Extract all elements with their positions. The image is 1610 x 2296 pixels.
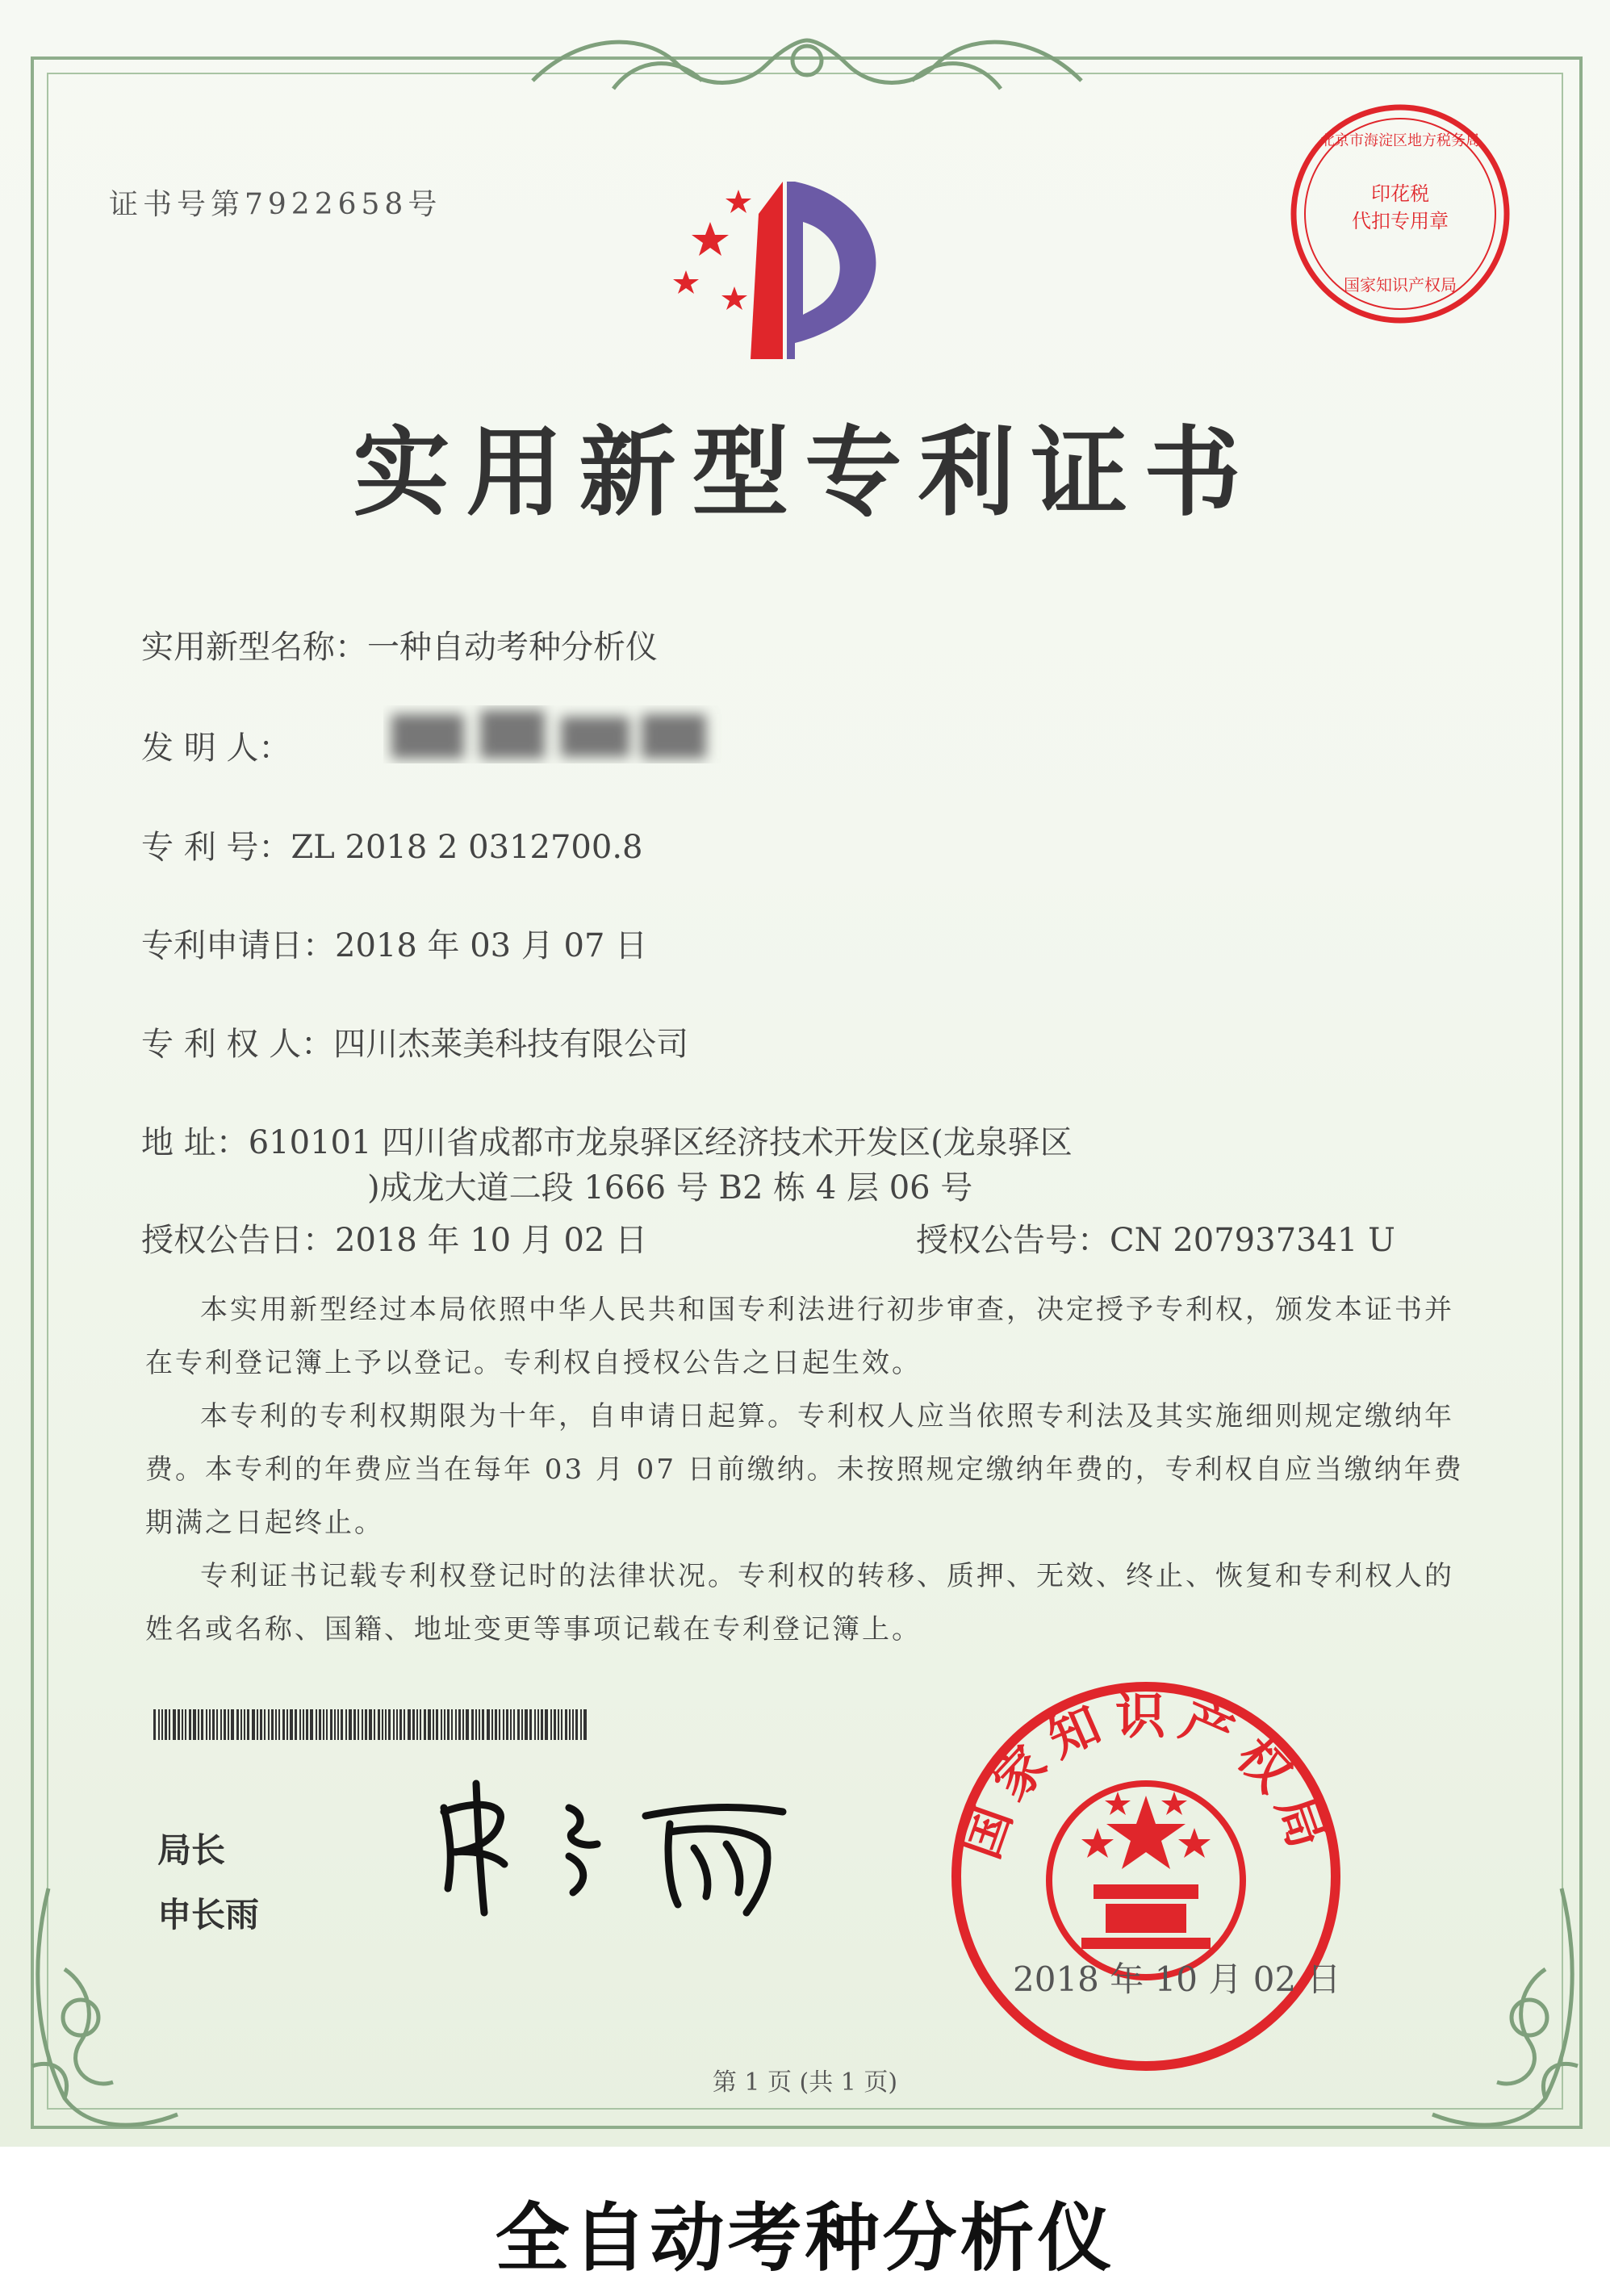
barcode-bar bbox=[220, 1709, 222, 1740]
barcode-bar bbox=[510, 1709, 512, 1740]
barcode-bar bbox=[278, 1709, 280, 1740]
barcode-bar bbox=[323, 1709, 324, 1740]
barcode-bar bbox=[334, 1709, 336, 1740]
svg-text:国家知识产权局: 国家知识产权局 bbox=[1344, 275, 1457, 295]
grant-number-row bbox=[916, 1215, 1395, 1261]
seal-text: 国家知识产权局 bbox=[951, 1686, 1341, 1866]
barcode-bar bbox=[428, 1709, 431, 1740]
barcode-icon bbox=[153, 1709, 589, 1740]
grant-date-label: 授权公告日： bbox=[141, 1222, 335, 1259]
barcode-bar bbox=[482, 1709, 484, 1740]
barcode-bar bbox=[345, 1709, 347, 1740]
barcode-bar bbox=[224, 1709, 226, 1740]
barcode-bar bbox=[495, 1709, 497, 1740]
official-seal-stamp-icon bbox=[944, 1675, 1348, 2078]
barcode-bar bbox=[316, 1709, 317, 1740]
barcode-bar bbox=[558, 1709, 559, 1740]
barcode-bar bbox=[399, 1709, 402, 1740]
barcode-bar bbox=[537, 1709, 539, 1740]
utility-model-name-row bbox=[141, 621, 658, 667]
barcode-bar bbox=[506, 1709, 508, 1740]
cnipa-logo-icon bbox=[662, 165, 920, 367]
barcode-bar bbox=[257, 1709, 258, 1740]
barcode-bar bbox=[326, 1709, 328, 1740]
barcode-bar bbox=[189, 1709, 191, 1740]
page-number: 第 1 页 (共 1 页) bbox=[712, 2068, 898, 2097]
barcode-bar bbox=[231, 1709, 234, 1740]
filing-date-row bbox=[141, 920, 647, 966]
grant-date-value: 2018 年 10 月 02 日 bbox=[335, 1222, 648, 1259]
director-title: 局长 bbox=[157, 1830, 226, 1870]
body-paragraph-3: 专利证书记载专利权登记时的法律状况。专利权的转移、质押、无效、终止、恢复和专利权人的姓名或名称、国籍、地址变更等事项记载在专利登记簿上。 bbox=[145, 1560, 1454, 1646]
barcode-bar bbox=[447, 1709, 450, 1740]
barcode-bar bbox=[565, 1709, 567, 1740]
barcode-bar bbox=[260, 1709, 262, 1740]
body-paragraph-1: 本实用新型经过本局依照中华人民共和国专利法进行初步审查，决定授予专利权，颁发本证书并在专利登记簿上予以登记。专利权自授权公告之日起生效。 bbox=[145, 1294, 1454, 1379]
barcode-bar bbox=[441, 1709, 442, 1740]
barcode-bar bbox=[282, 1709, 285, 1740]
utility-model-name-value: 一种自动考种分析仪 bbox=[367, 629, 658, 666]
barcode-bar bbox=[173, 1709, 176, 1740]
barcode-bar bbox=[310, 1709, 313, 1740]
barcode-bar bbox=[158, 1709, 160, 1740]
barcode-bar bbox=[404, 1709, 405, 1740]
barcode-bar bbox=[362, 1709, 363, 1740]
barcode-bar bbox=[412, 1709, 415, 1740]
barcode-bar bbox=[341, 1709, 343, 1740]
grant-number-label: 授权公告号： bbox=[916, 1222, 1110, 1259]
barcode-bar bbox=[178, 1709, 180, 1740]
barcode-bar bbox=[374, 1709, 375, 1740]
barcode-bar bbox=[182, 1709, 183, 1740]
barcode-bar bbox=[479, 1709, 480, 1740]
barcode-bar bbox=[290, 1709, 293, 1740]
barcode-bar bbox=[161, 1709, 163, 1740]
barcode-bar bbox=[554, 1709, 556, 1740]
svg-text:印花税: 印花税 bbox=[1371, 182, 1429, 205]
barcode-bar bbox=[416, 1709, 418, 1740]
barcode-bar bbox=[513, 1709, 515, 1740]
barcode-bar bbox=[153, 1709, 156, 1740]
barcode-bar bbox=[319, 1709, 321, 1740]
barcode-bar bbox=[247, 1709, 249, 1740]
barcode-bar bbox=[396, 1709, 398, 1740]
barcode-bar bbox=[353, 1709, 356, 1740]
barcode-bar bbox=[491, 1709, 493, 1740]
barcode-bar bbox=[378, 1709, 380, 1740]
filing-date-label: 专利申请日： bbox=[141, 927, 335, 964]
barcode-bar bbox=[529, 1709, 532, 1740]
barcode-bar bbox=[185, 1709, 186, 1740]
barcode-bar bbox=[393, 1709, 395, 1740]
grant-date-row bbox=[141, 1215, 647, 1261]
barcode-bar bbox=[306, 1709, 308, 1740]
barcode-bar bbox=[420, 1709, 421, 1740]
barcode-bar bbox=[252, 1709, 255, 1740]
svg-text:北京市海淀区地方税务局: 北京市海淀区地方税务局 bbox=[1320, 132, 1480, 149]
barcode-bar bbox=[475, 1709, 477, 1740]
barcode-bar bbox=[487, 1709, 490, 1740]
barcode-bar bbox=[201, 1709, 203, 1740]
patent-number-value: ZL 2018 2 0312700.8 bbox=[291, 829, 643, 866]
barcode-bar bbox=[212, 1709, 215, 1740]
grant-number-value: CN 207937341 U bbox=[1110, 1222, 1395, 1259]
barcode-bar bbox=[545, 1709, 548, 1740]
barcode-bar bbox=[471, 1709, 474, 1740]
barcode-bar bbox=[503, 1709, 504, 1740]
barcode-bar bbox=[303, 1709, 304, 1740]
patentee-label: 专 利 权 人： bbox=[141, 1026, 334, 1063]
barcode-bar bbox=[385, 1709, 387, 1740]
barcode-bar bbox=[228, 1709, 229, 1740]
body-paragraph-2: 本专利的专利权期限为十年，自申请日起算。专利权人应当依照专利法及其实施细则规定缴纳年费。本专利的年费应当在每年 03 月 07 日前缴纳。未按照规定缴纳年费的，专利权自应当缴纳年费期满之日起终止。 bbox=[145, 1400, 1464, 1539]
barcode-bar bbox=[433, 1709, 434, 1740]
inventor-label: 发 明 人： bbox=[141, 730, 291, 767]
barcode-bar bbox=[436, 1709, 438, 1740]
barcode-bar bbox=[330, 1709, 332, 1740]
barcode-bar bbox=[264, 1709, 266, 1740]
certificate-number: 证书号第7922658号 bbox=[109, 188, 442, 221]
address-label: 地 址： bbox=[141, 1124, 249, 1161]
barcode-bar bbox=[534, 1709, 536, 1740]
barcode-bar bbox=[462, 1709, 464, 1740]
address-line-2: )成龙大道二段 1666 号 B2 栋 4 层 06 号 bbox=[367, 1169, 973, 1207]
barcode-bar bbox=[444, 1709, 445, 1740]
patentee-value: 四川杰莱美科技有限公司 bbox=[333, 1026, 689, 1063]
barcode-bar bbox=[466, 1709, 469, 1740]
inventor-row bbox=[141, 722, 291, 768]
barcode-bar bbox=[286, 1709, 288, 1740]
barcode-bar bbox=[550, 1709, 552, 1740]
barcode-bar bbox=[268, 1709, 270, 1740]
bottom-right-ornament-icon bbox=[1408, 1872, 1594, 2139]
barcode-bar bbox=[521, 1709, 523, 1740]
barcode-bar bbox=[165, 1709, 167, 1740]
barcode-bar bbox=[216, 1709, 218, 1740]
barcode-bar bbox=[569, 1709, 571, 1740]
barcode-bar bbox=[499, 1709, 500, 1740]
address-row bbox=[141, 1117, 1073, 1163]
barcode-bar bbox=[209, 1709, 211, 1740]
certificate-body-text bbox=[145, 1283, 1469, 1656]
barcode-bar bbox=[337, 1709, 339, 1740]
patentee-row bbox=[141, 1018, 688, 1064]
barcode-bar bbox=[541, 1709, 543, 1740]
barcode-bar bbox=[424, 1709, 426, 1740]
svg-text:代扣专用章: 代扣专用章 bbox=[1352, 210, 1449, 232]
barcode-bar bbox=[358, 1709, 359, 1740]
barcode-bar bbox=[169, 1709, 170, 1740]
top-ornament-icon bbox=[516, 16, 1098, 105]
barcode-bar bbox=[455, 1709, 457, 1740]
barcode-bar bbox=[236, 1709, 239, 1740]
utility-model-name-label: 实用新型名称： bbox=[141, 629, 367, 666]
barcode-bar bbox=[517, 1709, 520, 1740]
image-caption: 全自动考种分析仪 bbox=[495, 2195, 1115, 2281]
barcode-bar bbox=[299, 1709, 301, 1740]
barcode-bar bbox=[206, 1709, 207, 1740]
barcode-bar bbox=[580, 1709, 582, 1740]
barcode-bar bbox=[369, 1709, 372, 1740]
tax-seal-stamp-icon bbox=[1283, 97, 1517, 331]
director-name: 申长雨 bbox=[157, 1895, 260, 1934]
address-line-1: 610101 四川省成都市龙泉驿区经济技术开发区(龙泉驿区 bbox=[248, 1124, 1073, 1161]
barcode-bar bbox=[572, 1709, 574, 1740]
barcode-bar bbox=[240, 1709, 242, 1740]
barcode-bar bbox=[271, 1709, 274, 1740]
barcode-bar bbox=[408, 1709, 411, 1740]
barcode-bar bbox=[525, 1709, 528, 1740]
barcode-bar bbox=[388, 1709, 391, 1740]
barcode-bar bbox=[382, 1709, 383, 1740]
patent-number-row bbox=[141, 822, 643, 868]
barcode-bar bbox=[583, 1709, 587, 1740]
barcode-bar bbox=[365, 1709, 367, 1740]
barcode-bar bbox=[275, 1709, 277, 1740]
certificate-title: 实用新型专利证书 bbox=[353, 417, 1257, 529]
barcode-bar bbox=[575, 1709, 578, 1740]
seal-date: 2018 年 10 月 02 日 bbox=[1013, 1959, 1341, 1999]
inventor-redacted-blur bbox=[383, 694, 722, 775]
barcode-bar bbox=[561, 1709, 562, 1740]
barcode-bar bbox=[295, 1709, 297, 1740]
barcode-bar bbox=[458, 1709, 461, 1740]
barcode-bar bbox=[193, 1709, 196, 1740]
filing-date-value: 2018 年 03 月 07 日 bbox=[335, 927, 648, 964]
barcode-bar bbox=[451, 1709, 453, 1740]
handwritten-signature-icon bbox=[428, 1775, 831, 1921]
barcode-bar bbox=[349, 1709, 352, 1740]
patent-number-label: 专 利 号： bbox=[141, 829, 291, 866]
barcode-bar bbox=[244, 1709, 245, 1740]
barcode-bar bbox=[198, 1709, 199, 1740]
